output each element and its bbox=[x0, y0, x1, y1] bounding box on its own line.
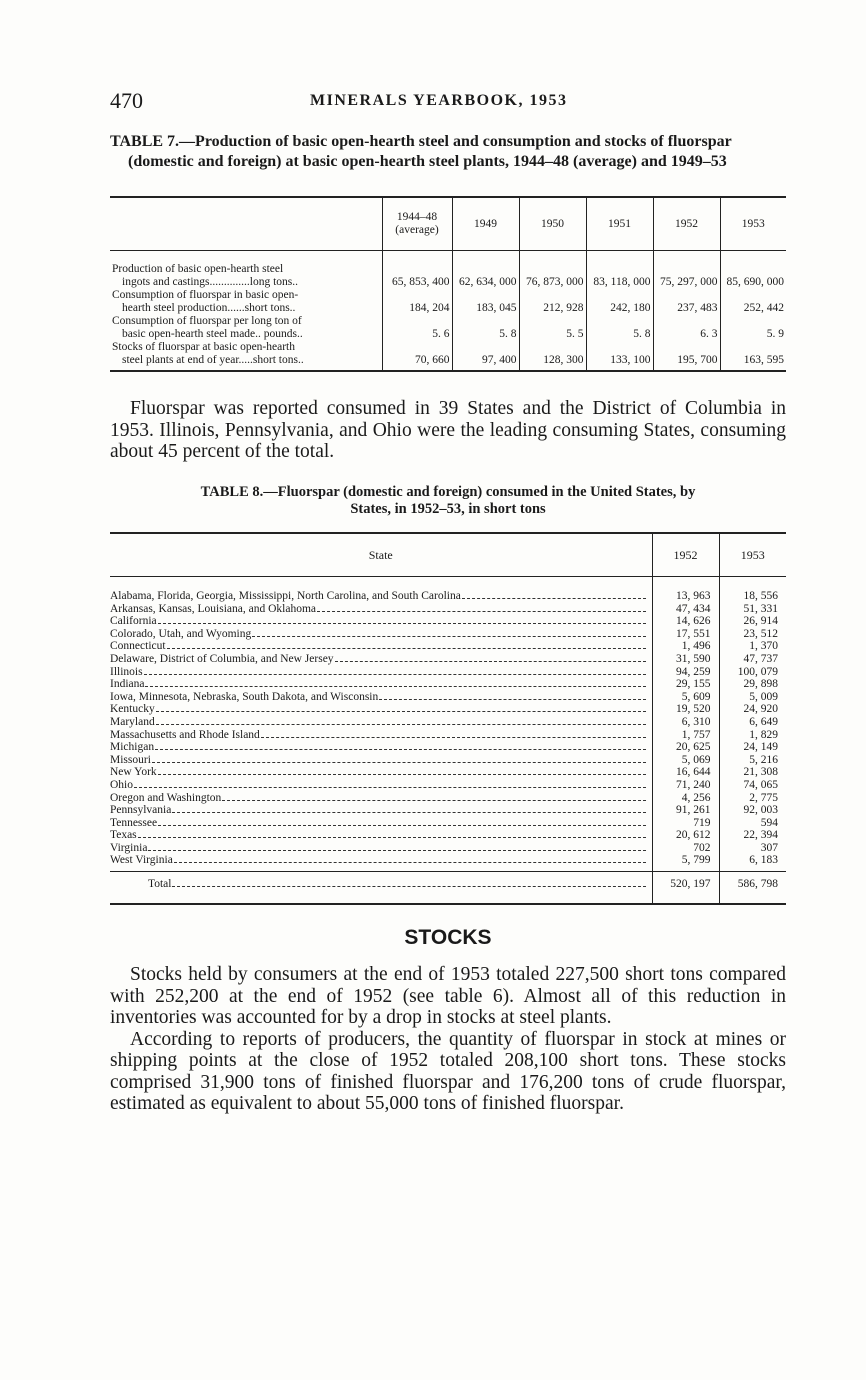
table8 bbox=[110, 532, 786, 905]
table8-value-1952: 20, 612 bbox=[652, 829, 719, 842]
table8-value-1952: 1, 496 bbox=[652, 640, 719, 653]
dot-leader bbox=[155, 749, 645, 750]
table8-state-label-text: Iowa, Minnesota, Nebraska, South Dakota, and Wisconsin bbox=[110, 690, 379, 703]
table8-state-label bbox=[110, 729, 652, 742]
dot-leader bbox=[261, 737, 646, 738]
table7-cell: 184, 204 bbox=[382, 289, 452, 315]
table7-row-label-line: ingots and castings..............long tons.. bbox=[122, 276, 299, 288]
table8-value-1952: 29, 155 bbox=[652, 678, 719, 691]
table8-value-1953: 6, 649 bbox=[719, 716, 786, 729]
dot-leader bbox=[158, 774, 646, 775]
table8-value-1953: 21, 308 bbox=[719, 766, 786, 779]
table8-value-1952: 71, 240 bbox=[652, 779, 719, 792]
table7-row-label bbox=[110, 251, 382, 290]
table8-value-1953: 24, 149 bbox=[719, 741, 786, 754]
table8-row bbox=[110, 854, 786, 871]
table7-cell: 65, 853, 400 bbox=[382, 251, 452, 290]
table8-state-label bbox=[110, 628, 652, 641]
table8-caption bbox=[110, 484, 786, 518]
dot-leader bbox=[317, 611, 646, 612]
table8-state-label-text: Maryland bbox=[110, 715, 155, 728]
table8-value-1952: 13, 963 bbox=[652, 577, 719, 603]
table7-caption: TABLE 7.—Production of basic open-hearth steel and consumption and stocks of fluorspar (domestic and foreign) at basic open-hearth steel plants, 1944–48 (average) and 1949–53 bbox=[110, 133, 732, 170]
table7-col-header: 1953 bbox=[720, 197, 786, 251]
table8-row bbox=[110, 729, 786, 742]
table8-value-1953: 5, 216 bbox=[719, 754, 786, 767]
table7-row bbox=[110, 341, 786, 371]
table8-row bbox=[110, 615, 786, 628]
table8-total-row bbox=[110, 872, 786, 904]
table8-state-label-text: Illinois bbox=[110, 665, 143, 678]
table8-value-1952: 6, 310 bbox=[652, 716, 719, 729]
table8-value-1952: 17, 551 bbox=[652, 628, 719, 641]
table8-value-1953: 1, 370 bbox=[719, 640, 786, 653]
table8-state-label-text: Massachusetts and Rhode Island bbox=[110, 728, 260, 741]
table8-state-label-text: Connecticut bbox=[110, 640, 166, 653]
table7-row-label bbox=[110, 289, 382, 315]
table8-value-1953: 26, 914 bbox=[719, 615, 786, 628]
paragraph-consumption: Fluorspar was reported consumed in 39 States and the District of Columbia in 1953. Illinois, Pennsylvania, and Ohio were the leading consuming States, consuming about 45 percent of the total. bbox=[110, 398, 786, 462]
table7-col-header: 1949 bbox=[452, 197, 519, 251]
table8-row bbox=[110, 829, 786, 842]
table8-state-label bbox=[110, 854, 652, 871]
table7-cell: 83, 118, 000 bbox=[586, 251, 653, 290]
dot-leader bbox=[158, 825, 645, 826]
table8-value-1953: 5, 009 bbox=[719, 691, 786, 704]
table8-state-label bbox=[110, 666, 652, 679]
dot-leader bbox=[145, 686, 645, 687]
table8-row bbox=[110, 754, 786, 767]
dot-leader bbox=[148, 850, 645, 851]
table7-col-header: 1952 bbox=[653, 197, 720, 251]
table8-value-1953: 74, 065 bbox=[719, 779, 786, 792]
table7-cell: 6. 3 bbox=[653, 315, 720, 341]
table7-row-label-line: Consumption of fluorspar in basic open- bbox=[112, 289, 299, 301]
stocks-section bbox=[110, 964, 786, 1115]
table7-header-row bbox=[110, 197, 786, 251]
table7-col-header: 1944–48 (average) bbox=[382, 197, 452, 251]
table7-cell: 5. 6 bbox=[382, 315, 452, 341]
table8-value-1952: 91, 261 bbox=[652, 804, 719, 817]
table8-state-label bbox=[110, 754, 652, 767]
table8-value-1953: 100, 079 bbox=[719, 666, 786, 679]
table8-state-label bbox=[110, 766, 652, 779]
dot-leader bbox=[172, 886, 645, 887]
table7-row-label-line: basic open-hearth steel made.. pounds.. bbox=[122, 328, 303, 340]
table8-state-label-text: West Virginia bbox=[110, 854, 173, 867]
dot-leader bbox=[167, 648, 646, 649]
table7-cell: 212, 928 bbox=[519, 289, 586, 315]
table8-state-label-text: Kentucky bbox=[110, 703, 155, 716]
table7-cell: 97, 400 bbox=[452, 341, 519, 371]
stocks-heading: STOCKS bbox=[404, 926, 492, 949]
table7-cell: 163, 595 bbox=[720, 341, 786, 371]
table7-row-label-line: hearth steel production......short tons.. bbox=[122, 302, 296, 314]
table8-row bbox=[110, 804, 786, 817]
table8-state-label-text: Tennessee bbox=[110, 816, 158, 829]
page-header bbox=[110, 88, 786, 118]
table8-state-label-text: California bbox=[110, 615, 157, 628]
table8-value-1953: 22, 394 bbox=[719, 829, 786, 842]
table7-cell: 183, 045 bbox=[452, 289, 519, 315]
dot-leader bbox=[172, 812, 645, 813]
table8-value-1952: 47, 434 bbox=[652, 603, 719, 616]
table8-value-1953: 51, 331 bbox=[719, 603, 786, 616]
table8-state-label-text: Texas bbox=[110, 829, 137, 842]
table8-state-label-text: Virginia bbox=[110, 841, 148, 854]
table8-state-label-text: Ohio bbox=[110, 778, 133, 791]
dot-leader bbox=[462, 598, 646, 599]
table8-row bbox=[110, 703, 786, 716]
table8-state-label bbox=[110, 779, 652, 792]
table8-state-label-text: Arkansas, Kansas, Louisiana, and Oklahoma bbox=[110, 602, 316, 615]
table8-state-label-text: Pennsylvania bbox=[110, 804, 172, 817]
table8-value-1953: 24, 920 bbox=[719, 703, 786, 716]
table7-row bbox=[110, 315, 786, 341]
table8-state-label bbox=[110, 829, 652, 842]
table8-value-1952: 31, 590 bbox=[652, 653, 719, 666]
table8-row bbox=[110, 792, 786, 805]
table8-value-1952: 702 bbox=[652, 842, 719, 855]
table8-row bbox=[110, 628, 786, 641]
dot-leader bbox=[134, 787, 646, 788]
dot-leader bbox=[144, 674, 646, 675]
table8-state-label bbox=[110, 603, 652, 616]
table8-value-1952: 719 bbox=[652, 817, 719, 830]
table7-col-header: 1950 bbox=[519, 197, 586, 251]
table8-state-label bbox=[110, 716, 652, 729]
paragraph-stocks-consumers: Stocks held by consumers at the end of 1953 totaled 227,500 short tons compared with 252,200 at the end of 1952 (see table 6). Almost all of this reduction in inventories was accounted for by a drop in stocks at steel plants. bbox=[110, 964, 786, 1028]
table8-state-label-text: Delaware, District of Columbia, and New Jersey bbox=[110, 652, 334, 665]
table8-state-label-text: Indiana bbox=[110, 678, 145, 691]
table8-state-label-text: Oregon and Washington bbox=[110, 791, 222, 804]
table8-state-label bbox=[110, 577, 652, 603]
table8-row bbox=[110, 678, 786, 691]
table8-state-label bbox=[110, 792, 652, 805]
table8-row bbox=[110, 603, 786, 616]
table8-value-1952: 5, 799 bbox=[652, 854, 719, 871]
table7-cell: 5. 5 bbox=[519, 315, 586, 341]
table7-cell: 242, 180 bbox=[586, 289, 653, 315]
table7-row-label bbox=[110, 315, 382, 341]
dot-leader bbox=[156, 711, 646, 712]
table8-col-header-1952: 1952 bbox=[652, 533, 719, 577]
table7-row-label-line: steel plants at end of year.....short tons.. bbox=[122, 354, 304, 366]
table7-row-label-line: Production of basic open-hearth steel bbox=[112, 263, 284, 275]
table7-cell: 252, 442 bbox=[720, 289, 786, 315]
table7-cell: 70, 660 bbox=[382, 341, 452, 371]
dot-leader bbox=[252, 636, 645, 637]
table8-col-header-1953: 1953 bbox=[719, 533, 786, 577]
table7-cell: 195, 700 bbox=[653, 341, 720, 371]
table8-row bbox=[110, 779, 786, 792]
table8-state-label bbox=[110, 640, 652, 653]
table8-state-label bbox=[110, 615, 652, 628]
table8-value-1952: 5, 069 bbox=[652, 754, 719, 767]
dot-leader bbox=[152, 762, 646, 763]
table7-cell: 76, 873, 000 bbox=[519, 251, 586, 290]
table7-cell: 5. 8 bbox=[586, 315, 653, 341]
table8-value-1952: 14, 626 bbox=[652, 615, 719, 628]
table8-state-label-text: Missouri bbox=[110, 753, 151, 766]
table8-value-1952: 4, 256 bbox=[652, 792, 719, 805]
table8-value-1952: 1, 757 bbox=[652, 729, 719, 742]
table8-state-label bbox=[110, 653, 652, 666]
table8-state-label-text: Michigan bbox=[110, 741, 155, 754]
table8-row bbox=[110, 653, 786, 666]
table8-state-label-text: Alabama, Florida, Georgia, Mississippi, North Carolina, and South Carolina bbox=[110, 590, 461, 602]
table7-row-label-line: Consumption of fluorspar per long ton of bbox=[112, 315, 302, 327]
table8-value-1953: 2, 775 bbox=[719, 792, 786, 805]
table8-total-label-text: Total bbox=[148, 878, 172, 891]
table8-value-1953: 1, 829 bbox=[719, 729, 786, 742]
table7-col-header: 1951 bbox=[586, 197, 653, 251]
table8-value-1952: 19, 520 bbox=[652, 703, 719, 716]
table8-state-label bbox=[110, 691, 652, 704]
table8-value-1953: 29, 898 bbox=[719, 678, 786, 691]
table8-value-1952: 5, 609 bbox=[652, 691, 719, 704]
table8-value-1952: 20, 625 bbox=[652, 741, 719, 754]
table7-stub-header bbox=[110, 197, 382, 251]
table7-row-label bbox=[110, 341, 382, 371]
page-number: 470 bbox=[110, 88, 143, 113]
table8-caption-line2: States, in 1952–53, in short tons bbox=[350, 501, 546, 517]
dot-leader bbox=[156, 724, 646, 725]
table8-col-header-state: State bbox=[110, 533, 652, 577]
table7-cell: 133, 100 bbox=[586, 341, 653, 371]
table8-row bbox=[110, 842, 786, 855]
table8-row bbox=[110, 577, 786, 603]
table8-row bbox=[110, 666, 786, 679]
table8-state-label-text: New York bbox=[110, 766, 157, 779]
table8-row bbox=[110, 766, 786, 779]
table8-row bbox=[110, 640, 786, 653]
table8-state-label bbox=[110, 678, 652, 691]
table7-cell: 5. 9 bbox=[720, 315, 786, 341]
table8-row bbox=[110, 741, 786, 754]
table7-row-label-line: Stocks of fluorspar at basic open-hearth bbox=[112, 341, 295, 353]
table8-row bbox=[110, 817, 786, 830]
table8-row bbox=[110, 691, 786, 704]
table8-caption-line1: TABLE 8.—Fluorspar (domestic and foreign) consumed in the United States, by bbox=[200, 484, 696, 500]
table7-cell: 128, 300 bbox=[519, 341, 586, 371]
running-title: MINERALS YEARBOOK, 1953 bbox=[310, 92, 568, 109]
table8-header-row bbox=[110, 533, 786, 577]
dot-leader bbox=[222, 800, 645, 801]
table7-cell: 75, 297, 000 bbox=[653, 251, 720, 290]
dot-leader bbox=[335, 661, 646, 662]
table7-cell: 62, 634, 000 bbox=[452, 251, 519, 290]
table8-state-label bbox=[110, 804, 652, 817]
table8-value-1953: 92, 003 bbox=[719, 804, 786, 817]
dot-leader bbox=[158, 623, 646, 624]
table7-row bbox=[110, 251, 786, 290]
dot-leader bbox=[138, 837, 646, 838]
table8-state-label bbox=[110, 703, 652, 716]
table8-state-label bbox=[110, 741, 652, 754]
table8-total-label bbox=[110, 872, 652, 904]
table8-state-label-text: Colorado, Utah, and Wyoming bbox=[110, 627, 252, 640]
table8-state-label bbox=[110, 817, 652, 830]
dot-leader bbox=[379, 699, 645, 700]
table8-value-1953: 6, 183 bbox=[719, 854, 786, 871]
table7-cell: 5. 8 bbox=[452, 315, 519, 341]
table8-total-1953: 586, 798 bbox=[719, 872, 786, 904]
table8-value-1952: 94, 259 bbox=[652, 666, 719, 679]
table7-cell: 237, 483 bbox=[653, 289, 720, 315]
table8-row bbox=[110, 716, 786, 729]
table8-value-1952: 16, 644 bbox=[652, 766, 719, 779]
table8-value-1953: 594 bbox=[719, 817, 786, 830]
table7-cell: 85, 690, 000 bbox=[720, 251, 786, 290]
table8-value-1953: 18, 556 bbox=[719, 577, 786, 603]
dot-leader bbox=[174, 862, 646, 863]
table8-total-1952: 520, 197 bbox=[652, 872, 719, 904]
table8-value-1953: 23, 512 bbox=[719, 628, 786, 641]
table7 bbox=[110, 196, 786, 372]
table8-value-1953: 47, 737 bbox=[719, 653, 786, 666]
table8-state-label bbox=[110, 842, 652, 855]
table8-value-1953: 307 bbox=[719, 842, 786, 855]
paragraph-stocks-producers: According to reports of producers, the quantity of fluorspar in stock at mines or shipping points at the close of 1952 totaled 208,100 short tons. These stocks comprised 31,900 tons of finished fluorspar and 176,200 tons of crude fluorspar, estimated as equivalent to about 55,000 tons of finished fluorspar. bbox=[110, 1028, 786, 1114]
table7-row bbox=[110, 289, 786, 315]
